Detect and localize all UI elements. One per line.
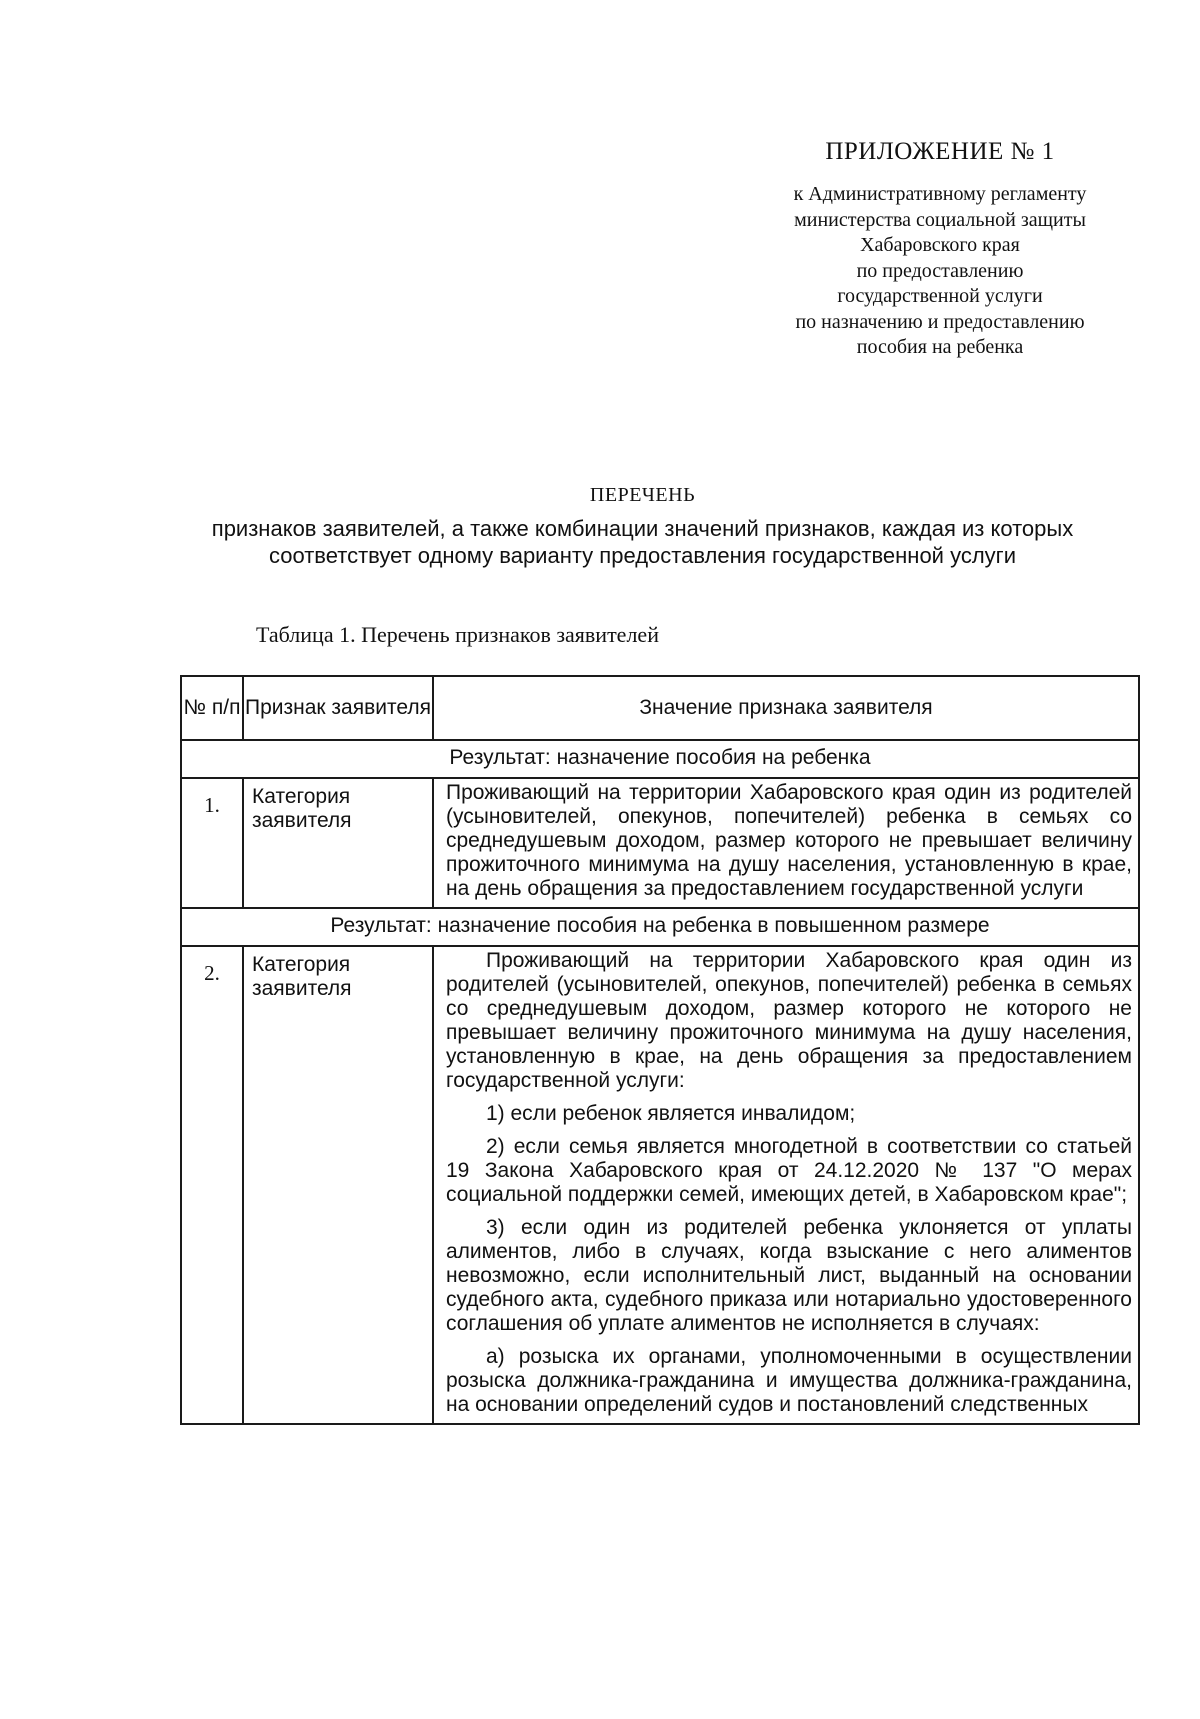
table-header-row [181,676,1139,740]
document-title: ПЕРЕЧЕНЬ [589,484,696,506]
row-2-paragraph: а) розыска их органами, уполномоченными в осуществлении розыска должника-гражданина и имущества должника-гражданина, на основании определений судов и постановлений следственных [446,1345,1132,1416]
appendix-lines [720,182,1160,361]
result-row [181,908,1139,946]
appendix-title: ПРИЛОЖЕНИЕ № 1 [825,138,1055,165]
result-1: Результат: назначение пособия на ребенка [181,740,1139,778]
row-2-paragraph: 2) если семья является многодетной в соответствии со статьей 19 Закона Хабаровского края от 24.12.2020 № 137 "О мерах социальной поддержки семей, имеющих детей, в Хабаровском крае"; [446,1135,1132,1206]
table-caption: Таблица 1. Перечень признаков заявителей [256,622,659,647]
result-row [181,740,1139,778]
row-1-value: Проживающий на территории Хабаровского края один из родителей (усыновителей, опекунов, попечителей) ребенка в семьях со среднедушевым доходом, размер которого не превышает величину прожиточного минимума на душу населения, установленную в крае, на день обращения за предоставлением государственной услуги [433,778,1139,908]
table-row [181,778,1139,908]
row-1-attr: Категория заявителя [243,778,433,908]
appendix-line: к Административному регламенту [793,183,1087,205]
header-value: Значение признака заявителя [433,676,1139,740]
appendix-line: пособия на ребенка [856,336,1024,358]
appendix-line: по предоставлению [856,259,1024,282]
row-2-attr: Категория заявителя [243,946,433,1424]
table-row [181,946,1139,1424]
header-num: № п/п [181,676,243,740]
appendix-line: министерства социальной защиты [794,208,1086,231]
row-2-paragraph: 3) если один из родителей ребенка уклоняется от уплаты алиментов, либо в случаях, когда взыскание с него алиментов невозможно, если исполнительный лист, выданный на основании судебного акта, судебного приказа или нотариально удостоверенного соглашения об уплате алиментов не исполняется в случаях: [446,1216,1132,1335]
row-2-paragraph: Проживающий на территории Хабаровского края один из родителей (усыновителей, опекунов, попечителей) ребенка в семьях со среднедушевым доходом, размер которого не которого не превышает величину прожиточного минимума на душу населения, установленную в крае, на день обращения за предоставлением государственной услуги: [446,949,1132,1092]
row-1-num: 1. [181,778,243,908]
header-attr: Признак заявителя [243,676,433,740]
appendix-line: государственной услуги [837,285,1043,307]
document-subtitle: признаков заявителей, а также комбинации значений признаков, каждая из которых соответствует одному варианту предоставления государственной услуги [211,516,1074,568]
attributes-table [180,675,1140,1425]
appendix-line: по назначению и предоставлению [795,310,1085,333]
result-2: Результат: назначение пособия на ребенка в повышенном размере [181,908,1139,946]
row-2-num: 2. [181,946,243,1424]
row-2-value [433,946,1139,1424]
row-2-paragraph: 1) если ребенок является инвалидом; [486,1102,856,1125]
appendix-line: Хабаровского края [860,234,1020,256]
